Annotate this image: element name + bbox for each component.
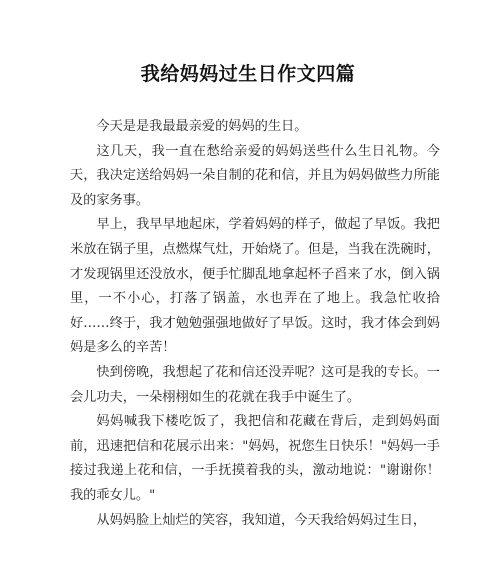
paragraph: 今天是是我最最亲爱的妈妈的生日。 [96,119,308,134]
paragraph: 早上，我早早地起床，学着妈妈的样子，做起了早饭。我把米放在锅子里，点燃煤气灶，开始烧了。但是，当我在洗碗时，才发现锅里还没放水，便手忙脚乱地拿起杯子舀来了水，倒入锅里，一不小心，打落了锅盖，水也弄在了地上。我急忙收拾好……终于，我才勉勉强强地做好了早饭。这时，我才体会到妈妈是多么的辛苦！ [70,217,440,356]
paragraph: 从妈妈脸上灿烂的笑容，我知道，今天我给妈妈过生日， [96,512,427,528]
document-body [70,115,440,533]
paragraph: 妈妈喊我下楼吃饭了，我把信和花藏在背后，走到妈妈面前，迅速把信和花展示出来："妈妈，祝您生日快乐！"妈妈一手接过我递上花和信，一手抚摸着我的头，激动地说："谢谢你！我的乖女儿。" [70,414,440,503]
paragraph: 快到傍晚，我想起了花和信还没弄呢？这可是我的专长。一会儿功夫，一朵栩栩如生的花就在我手中诞生了。 [70,364,440,405]
document-title: 我给妈妈过生日作文四篇 [140,63,356,85]
paragraph: 这几天，我一直在愁给亲爱的妈妈送些什么生日礼物。今天，我决定送给妈妈一朵自制的花和信，并且为妈妈做些力所能及的家务事。 [70,143,440,208]
